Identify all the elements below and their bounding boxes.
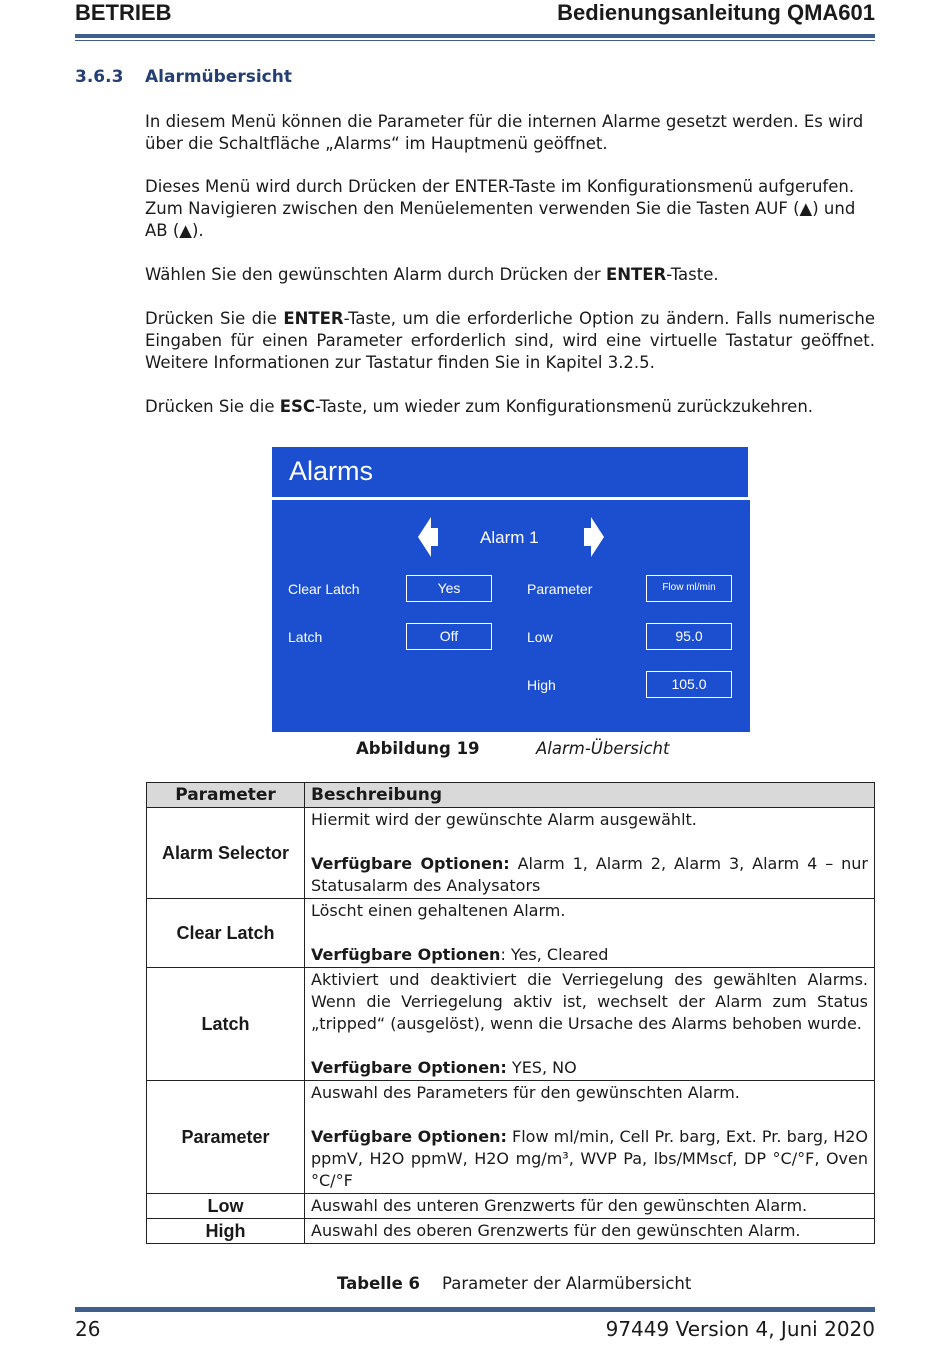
table-param-description: Auswahl des unteren Grenzwerts für den gewünschten Alarm. [305, 1194, 875, 1219]
options-text: : Yes, Cleared [500, 945, 609, 964]
header-document-title: Bedienungsanleitung QMA601 [557, 0, 875, 25]
alarms-screen-titlebar [272, 447, 748, 497]
options-text: YES, NO [506, 1058, 577, 1077]
table-caption-text: Parameter der Alarmübersicht [442, 1274, 692, 1293]
clear-latch-field[interactable]: Yes [406, 575, 492, 602]
table-row [147, 1081, 875, 1194]
options-label: Verfügbare Optionen: [311, 1127, 507, 1146]
table-param-name: Low [147, 1194, 305, 1219]
table-desc-options [311, 1057, 868, 1079]
table-desc-options [311, 1126, 868, 1192]
table-param-name: Parameter [147, 1081, 305, 1194]
high-field[interactable]: 105.0 [646, 671, 732, 698]
low-field[interactable]: 95.0 [646, 623, 732, 650]
header-rule-thin [75, 40, 875, 41]
table-desc-options [311, 853, 868, 897]
table-param-description [305, 808, 875, 899]
parameter-label: Parameter [527, 581, 593, 597]
options-text: Flow ml/min, Cell Pr. barg, Ext. Pr. barg, H2O ppmV, H2O ppmW, H2O mg/m³, WVP Pa, lbs/MMscf, DP °C/°F, Oven °C/°F [311, 1127, 869, 1190]
section-title: Alarmübersicht [145, 67, 292, 87]
clear-latch-label: Clear Latch [288, 581, 360, 597]
header-section-label: BETRIEB [75, 0, 172, 25]
table-header-parameter: Parameter [147, 783, 305, 808]
section-number: 3.6.3 [75, 67, 124, 87]
table-header-description: Beschreibung [305, 783, 875, 808]
table-caption-label: Tabelle 6 [337, 1274, 420, 1293]
enter-key-label: ENTER [605, 265, 667, 284]
footer-rule [75, 1307, 875, 1312]
options-label: Verfügbare Optionen [311, 945, 501, 964]
page-number: 26 [75, 1317, 101, 1341]
paragraph-escape [145, 396, 875, 418]
options-text: Alarm 1, Alarm 2, Alarm 3, Alarm 4 – nur Statusalarm des Analysators [311, 854, 869, 895]
table-param-name: Latch [147, 968, 305, 1081]
paragraph-change-option-post: -Taste, um die erforderliche Option zu ändern. Falls numerische Eingaben für einen Parameter erforderlich sind, wird eine virtuelle Tastatur geöffnet. Weitere Informationen zur Tastatur finden Sie in Kapitel 3.2.5. [145, 309, 875, 372]
table-header-row [147, 783, 875, 808]
table-row [147, 1219, 875, 1244]
table-desc-text: Löscht einen gehaltenen Alarm. [311, 901, 566, 920]
paragraph-select-alarm-post: -Taste. [666, 265, 719, 284]
table-param-description [305, 1081, 875, 1194]
alarm-selector-label: Alarm 1 [480, 528, 539, 547]
options-label: Verfügbare Optionen: [311, 854, 510, 873]
enter-key-label: ENTER [283, 309, 344, 328]
arrow-right-icon[interactable] [582, 517, 604, 557]
paragraph-intro: In diesem Menü können die Parameter für die internen Alarme gesetzt werden. Es wird über die Schaltfläche „Alarms“ im Hauptmenü geöffnet. [145, 112, 864, 153]
latch-label: Latch [288, 629, 323, 645]
paragraph-select-alarm-pre: Wählen Sie den gewünschten Alarm durch Drücken der [145, 265, 606, 284]
table-param-name: Alarm Selector [147, 808, 305, 899]
table-desc-options [311, 944, 868, 966]
paragraph-change-option-pre: Drücken Sie die [145, 309, 284, 328]
options-label: Verfügbare Optionen: [311, 1058, 507, 1077]
document-version: 97449 Version 4, Juni 2020 [605, 1317, 875, 1341]
header-rule [75, 34, 875, 38]
table-desc-text: Auswahl des Parameters für den gewünschten Alarm. [311, 1083, 740, 1102]
esc-key-label: ESC [279, 397, 316, 416]
table-row [147, 899, 875, 968]
paragraph-escape-pre: Drücken Sie die [145, 397, 280, 416]
parameter-field[interactable]: Flow ml/min [646, 575, 732, 602]
low-label: Low [527, 629, 553, 645]
table-param-description [305, 899, 875, 968]
table-row [147, 968, 875, 1081]
figure-caption-label: Abbildung 19 [356, 739, 480, 758]
alarms-screen-title: Alarms [289, 456, 374, 486]
table-row [147, 1194, 875, 1219]
latch-field[interactable]: Off [406, 623, 492, 650]
table-desc-text: Aktiviert und deaktiviert die Verriegelung des gewählten Alarms. Wenn die Verriegelung aktiv ist, wechselt der Alarm zum Status „tripped“ (ausgelöst), wenn die Ursache des Alarms behoben wurde. [311, 970, 868, 1033]
paragraph-change-option [145, 308, 875, 374]
table-param-description [305, 968, 875, 1081]
paragraph-select-alarm [145, 264, 875, 286]
paragraph-navigation: Dieses Menü wird durch Drücken der ENTER-Taste im Konfigurationsmenü aufgerufen. Zum Navigieren zwischen den Menüelementen verwenden Sie die Tasten AUF (▲) und AB (▲). [145, 177, 856, 240]
table-param-description: Auswahl des oberen Grenzwerts für den gewünschten Alarm. [305, 1219, 875, 1244]
arrow-left-icon[interactable] [418, 517, 440, 557]
table-param-name: High [147, 1219, 305, 1244]
parameter-table [146, 782, 875, 1244]
table-desc-text: Hiermit wird der gewünschte Alarm ausgewählt. [311, 810, 697, 829]
alarms-screen-body [272, 500, 750, 732]
table-row [147, 808, 875, 899]
figure-caption-text: Alarm-Übersicht [536, 739, 670, 758]
paragraph-escape-post: -Taste, um wieder zum Konfigurationsmenü zurückzukehren. [315, 397, 814, 416]
high-label: High [527, 677, 556, 693]
table-param-name: Clear Latch [147, 899, 305, 968]
